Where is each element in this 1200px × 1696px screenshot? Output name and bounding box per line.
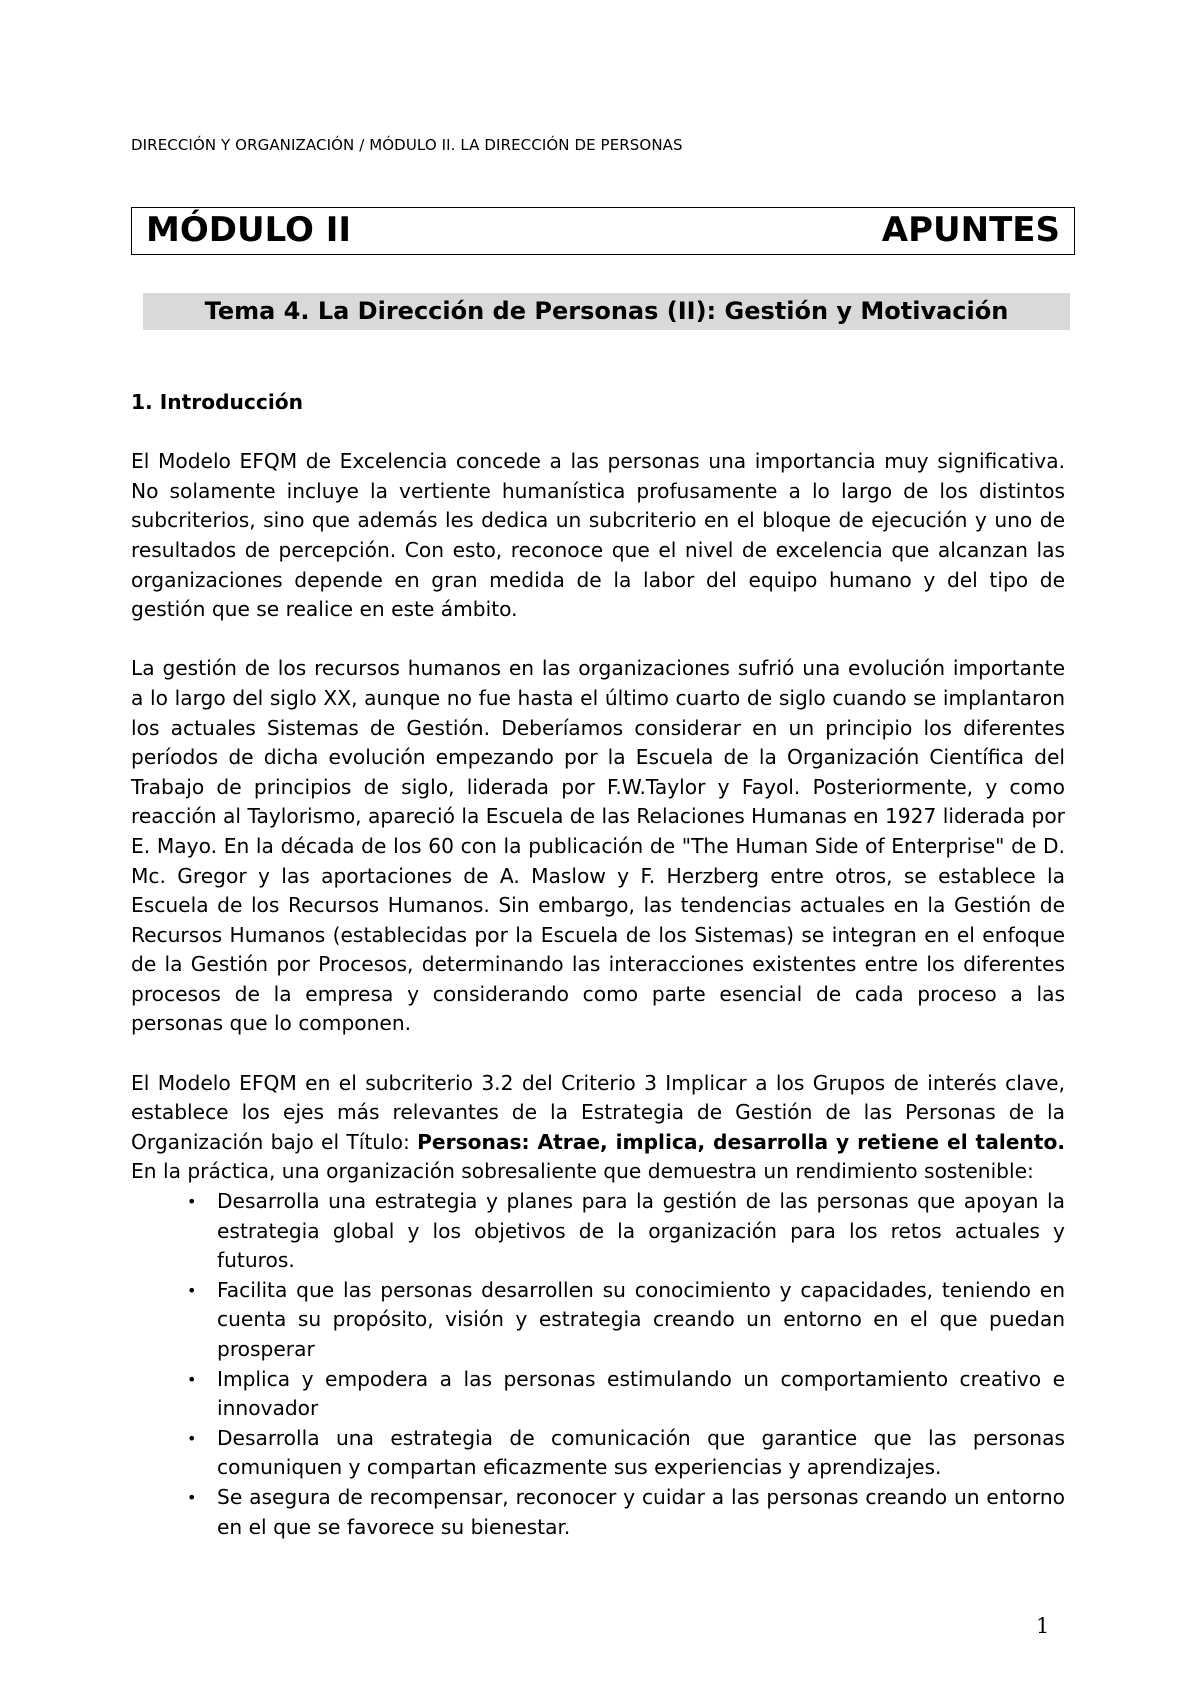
paragraph-3-end: En la práctica, una organización sobresaliente que demuestra un rendimiento sostenible: [131,1159,1034,1184]
running-header: DIRECCIÓN Y ORGANIZACIÓN / MÓDULO II. LA DIRECCIÓN DE PERSONAS [131,136,683,154]
paragraph-1: El Modelo EFQM de Excelencia concede a las personas una importancia muy significativa. No solamente incluye la vertiente humanística profusamente a lo largo de los distintos subcriterios, sino que además les dedica un subcriterio en el bloque de ejecución y uno de resultados de percepción. Con esto, reconoce que el nivel de excelencia que alcanzan las organizaciones depende en gran medida de la labor del equipo humano y del tipo de gestión que se realice en este ámbito. [131,449,1065,622]
bullet-icon: • [187,1428,197,1448]
list-item [131,1424,1065,1483]
topic-title-banner: Tema 4. La Dirección de Personas (II): Gestión y Motivación [143,293,1070,330]
notes-label: APUNTES [881,210,1060,250]
bullet-icon: • [187,1280,197,1300]
list-item [131,1365,1065,1424]
bullet-icon: • [187,1192,197,1212]
paragraph-3 [131,1069,1065,1187]
list-item [131,1276,1065,1365]
bullet-list [131,1187,1065,1542]
paragraph-2: La gestión de los recursos humanos en las organizaciones sufrió una evolución importante a lo largo del siglo XX, aunque no fue hasta el último cuarto de siglo cuando se implantaron los actuales Sistemas de Gestión. Deberíamos considerar en un principio los diferentes períodos de dicha evolución empezando por la Escuela de la Organización Científica del Trabajo de principios de siglo, liderada por F.W.Taylor y Fayol. Posteriormente, y como reacción al Taylorismo, apareció la Escuela de las Relaciones Humanas en 1927 liderada por E. Mayo. En la década de los 60 con la publicación de "The Human Side of Enterprise" de D. Mc. Gregor y las aportaciones de A. Maslow y F. Herzberg entre otros, se establece la Escuela de los Recursos Humanos. Sin embargo, las tendencias actuales en la Gestión de Recursos Humanos (establecidas por la Escuela de los Sistemas) se integran en el enfoque de la Gestión por Procesos, determinando las interacciones existentes entre los diferentes procesos de la empresa y considerando como parte esencial de cada proceso a las personas que lo componen. [131,656,1065,1036]
page-number: 1 [1036,1614,1050,1638]
list-item-text: Se asegura de recompensar, reconocer y cuidar a las personas creando un entorno en el que se favorece su bienestar. [217,1484,1065,1539]
bullet-icon: • [187,1487,197,1507]
list-item [131,1187,1065,1276]
document-body [131,388,1065,1542]
section-heading: 1. Introducción [131,390,304,414]
paragraph-3-bold-title: Personas: Atrae, implica, desarrolla y retiene el talento. [417,1129,1065,1154]
list-item-text: Implica y empodera a las personas estimulando un comportamiento creativo e innovador [217,1366,1065,1421]
list-item-text: Desarrolla una estrategia y planes para la gestión de las personas que apoyan la estrategia global y los objetivos de la organización para los retos actuales y futuros. [217,1189,1065,1273]
module-title-box [131,207,1075,255]
list-item-text: Facilita que las personas desarrollen su conocimiento y capacidades, teniendo en cuenta su propósito, visión y estrategia creando un entorno en el que puedan prosperar [217,1277,1065,1361]
list-item-text: Desarrolla una estrategia de comunicación que garantice que las personas comuniquen y compartan eficazmente sus experiencias y aprendizajes. [217,1425,1065,1480]
list-item [131,1483,1065,1542]
module-label: MÓDULO II [146,210,352,250]
paragraph-3-start: El Modelo EFQM en el subcriterio 3.2 del Criterio 3 Implicar a los Grupos de interés clave, establece los ejes más relevantes de la Estrategia de Gestión de las Personas de la Organización bajo el Título: [131,1070,1065,1154]
bullet-icon: • [187,1369,197,1389]
